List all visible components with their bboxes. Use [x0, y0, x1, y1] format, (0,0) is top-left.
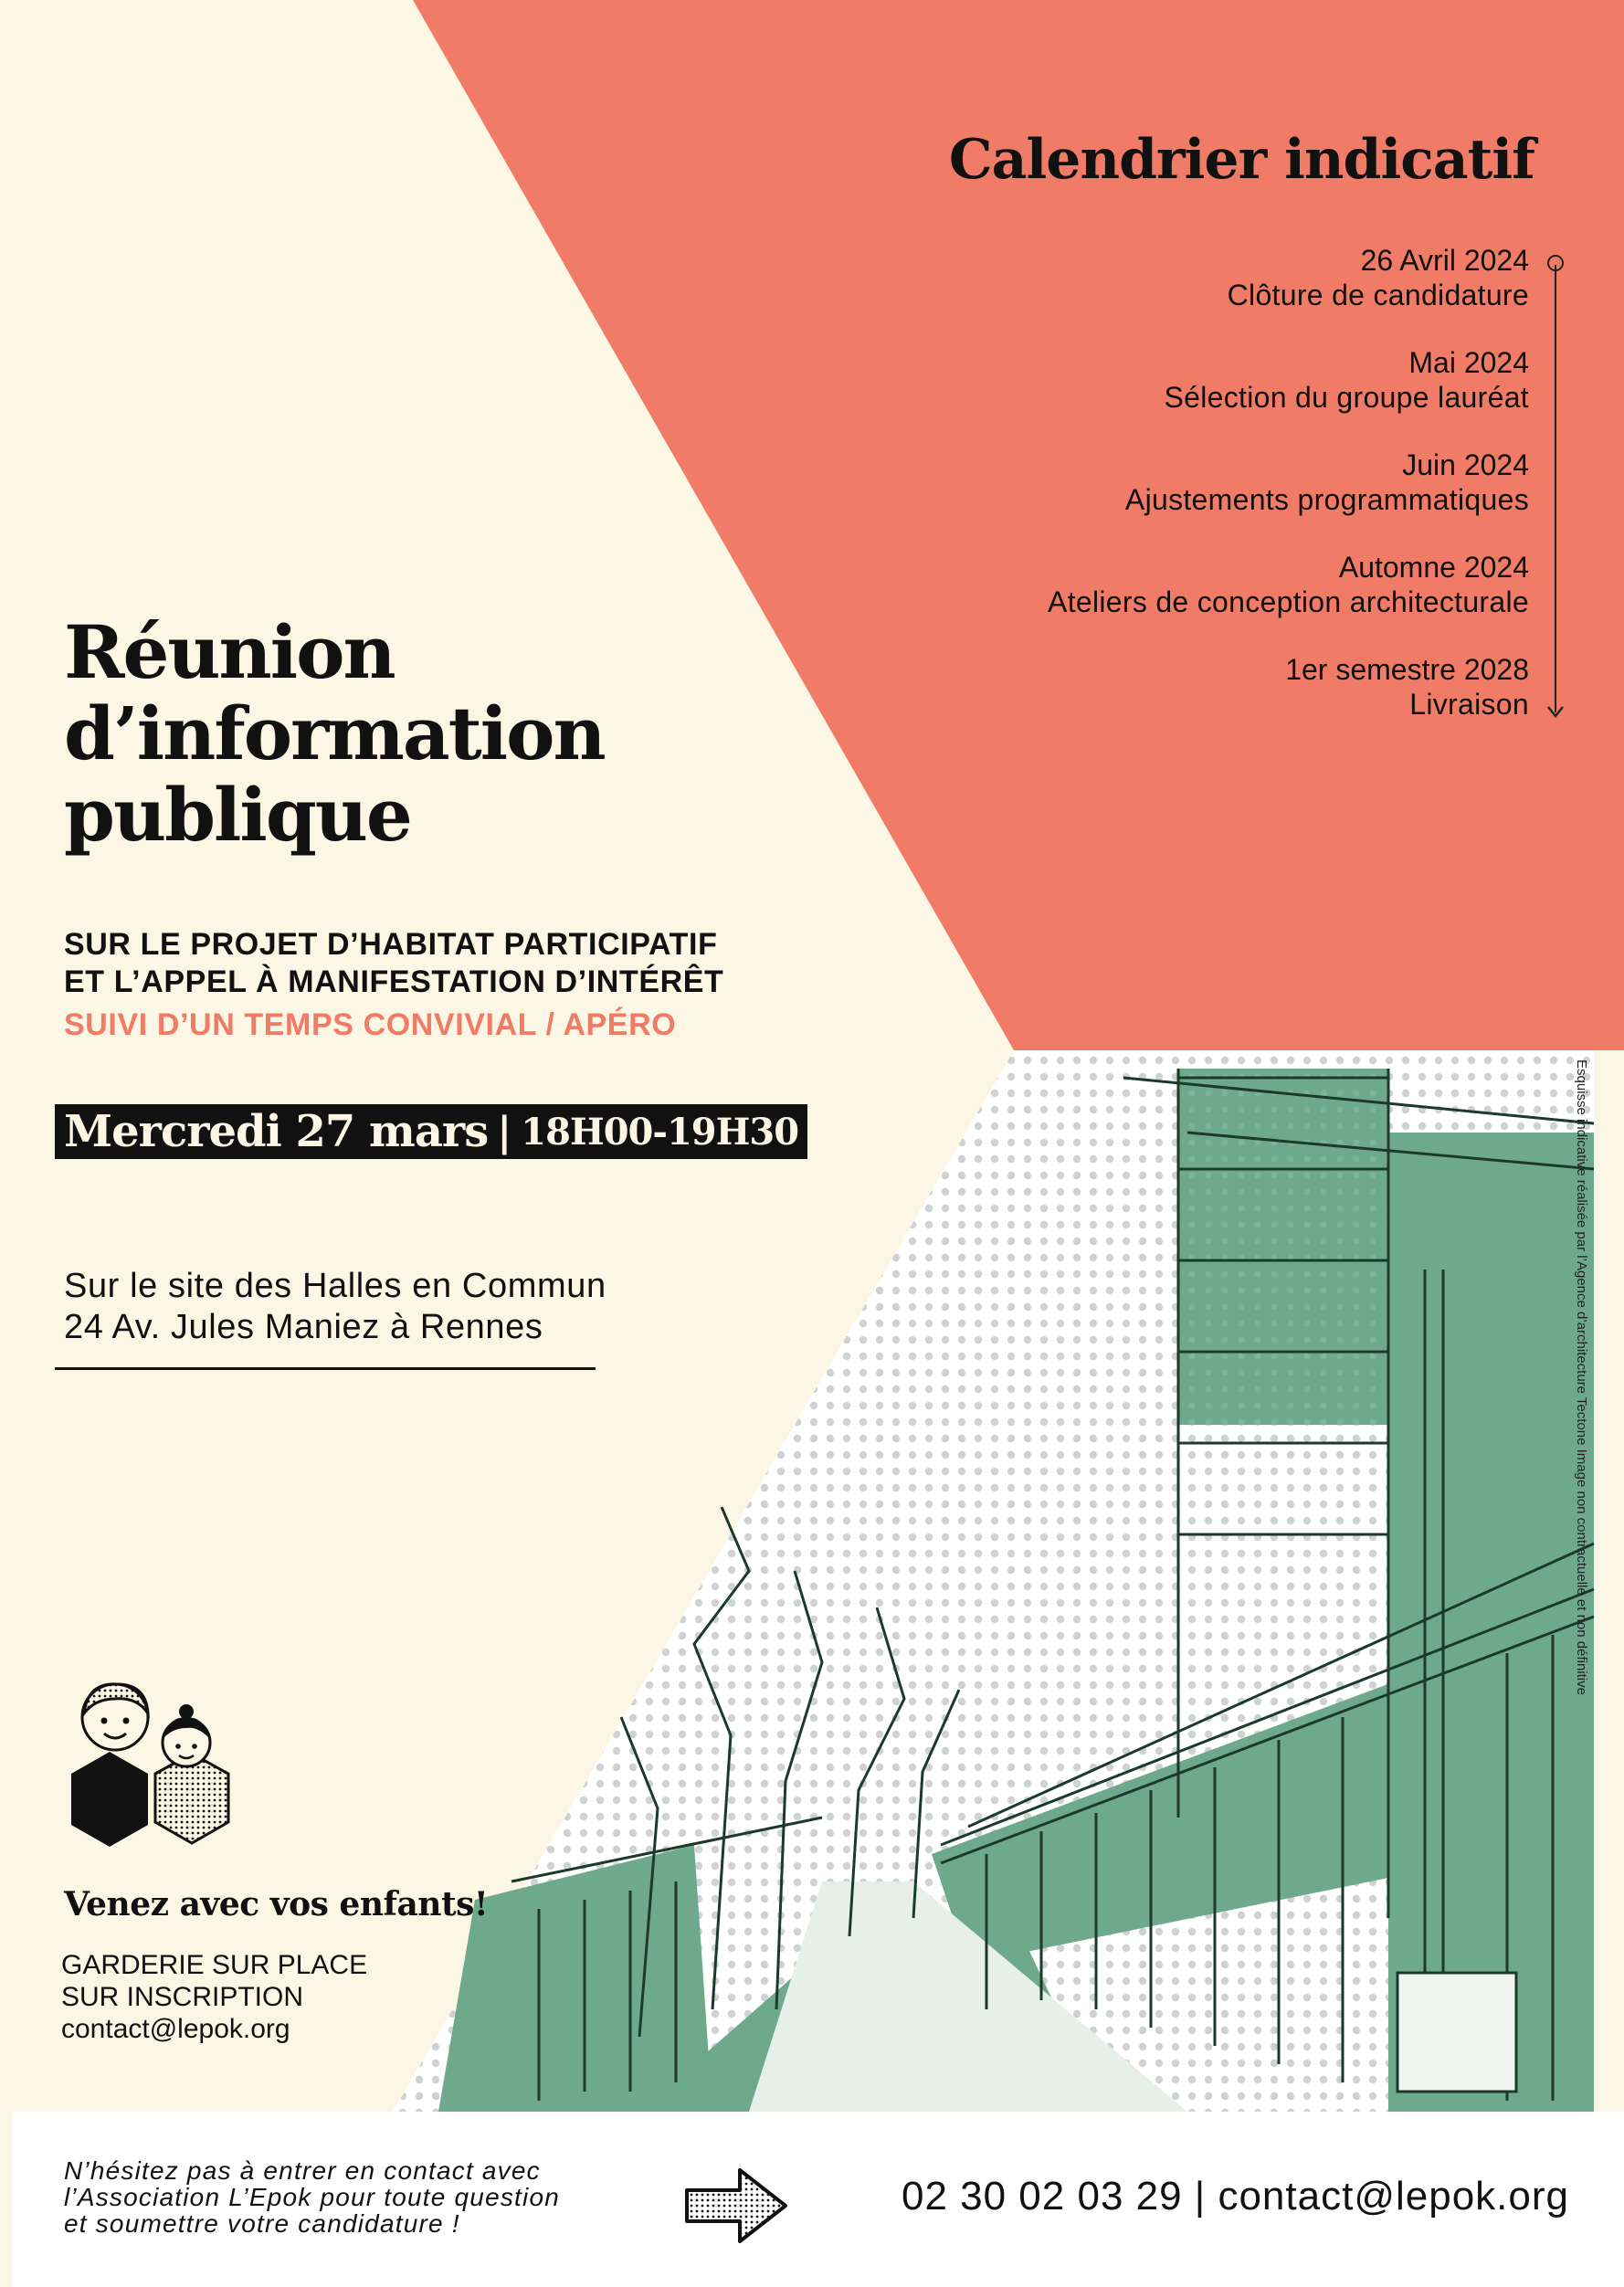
calendar-item-date: 26 Avril 2024: [1360, 244, 1529, 277]
footer-note-line: et soumettre votre candidature !: [64, 2209, 460, 2238]
calendar-item: [871, 345, 1529, 448]
arrow-right-icon: [683, 2165, 791, 2247]
calendar-item-date: 1er semestre 2028: [1285, 653, 1529, 686]
footer-note: [64, 2157, 560, 2237]
event-date: Mercredi 27 mars: [64, 1106, 489, 1157]
location-line: 24 Av. Jules Maniez à Rennes: [64, 1308, 543, 1346]
calendar-item-desc: Ajustements programmatiques: [1124, 483, 1529, 516]
calendar-item-desc: Livraison: [1409, 688, 1529, 721]
childcare-info: [61, 1949, 367, 2045]
calendar-item: [871, 448, 1529, 550]
subtitle: [64, 926, 723, 1044]
calendar-item-date: Automne 2024: [1338, 551, 1529, 584]
children-icon: [64, 1671, 237, 1854]
calendar-item: [871, 550, 1529, 652]
title-line: publique: [64, 772, 411, 858]
page-title: [64, 609, 605, 858]
timeline-line: [1555, 265, 1556, 712]
calendar-item-desc: Clôture de candidature: [1227, 279, 1529, 311]
calendar-item-date: Mai 2024: [1408, 346, 1529, 379]
childcare-line: GARDERIE SUR PLACE: [61, 1950, 368, 1980]
footer-note-line: l’Association L’Epok pour toute question: [64, 2183, 560, 2211]
location-line: Sur le site des Halles en Commun: [64, 1267, 606, 1305]
timeline-arrow-icon: [1546, 700, 1565, 718]
title-line: d’information: [64, 690, 605, 776]
subtitle-accent-line: SUIVI D’UN TEMPS CONVIVIAL / APÉRO: [64, 1007, 677, 1042]
calendar-item-desc: Sélection du groupe lauréat: [1164, 381, 1529, 414]
kids-title: Venez avec vos enfants!: [64, 1885, 489, 1923]
calendar-item: [871, 243, 1529, 345]
calendar-item-desc: Ateliers de conception architecturale: [1048, 585, 1529, 618]
calendar-list: [871, 243, 1529, 754]
calendar-item-date: Juin 2024: [1402, 448, 1529, 481]
calendar-title: Calendrier indicatif: [948, 128, 1534, 192]
image-credit: Esquisse indicative réalisée par l’Agence d’architecture Tectone Image non contractuelle et non définitive: [1574, 1059, 1589, 1695]
title-line: Réunion: [64, 609, 395, 695]
footer-contact[interactable]: 02 30 02 03 29 | contact@lepok.org: [901, 2174, 1569, 2218]
event-date-banner: [55, 1104, 807, 1159]
subtitle-line: ET L’APPEL À MANIFESTATION D’INTÉRÊT: [64, 964, 724, 999]
childcare-line: SUR INSCRIPTION: [61, 1982, 304, 2012]
calendar-item: [871, 652, 1529, 754]
childcare-email[interactable]: contact@lepok.org: [61, 2014, 290, 2044]
event-separator: |: [497, 1108, 512, 1155]
event-location: [64, 1266, 606, 1348]
event-time: 18H00-19H30: [521, 1110, 799, 1154]
footer-note-line: N’hésitez pas à entrer en contact avec: [64, 2156, 541, 2185]
subtitle-line: SUR LE PROJET D’HABITAT PARTICIPATIF: [64, 927, 718, 962]
divider: [55, 1367, 596, 1370]
